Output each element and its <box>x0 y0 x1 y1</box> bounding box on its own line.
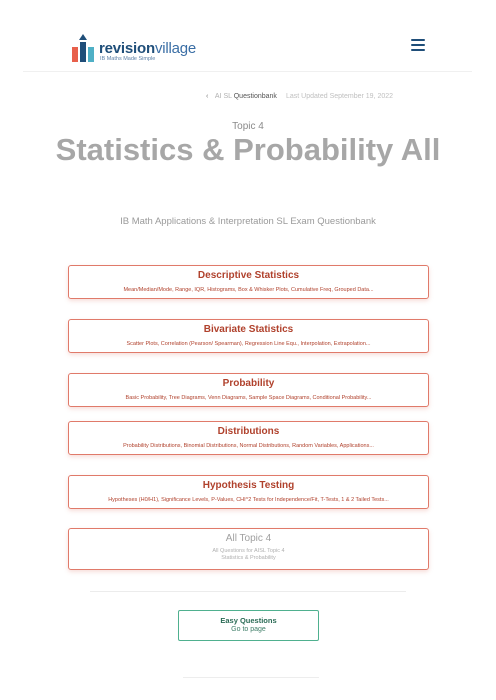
card-title: Probability <box>222 378 275 389</box>
card-bivariate-statistics[interactable] <box>68 319 429 353</box>
card-subtitle: Mean/Median/Mode, Range, IQR, Histograms, Box & Whisker Plots, Cumulative Freq, Grouped Data... <box>123 287 374 293</box>
topic-label: Topic 4 <box>232 121 264 132</box>
breadcrumb-current: Questionbank <box>233 93 277 100</box>
easy-questions-title: Easy Questions <box>220 616 277 625</box>
card-hypothesis-testing[interactable] <box>68 475 429 509</box>
hamburger-icon[interactable] <box>411 39 425 51</box>
card-subtitle: Scatter Plots, Correlation (Pearson/ Spearman), Regression Line Equ., Interpolation, Extrapolation... <box>126 341 371 347</box>
breadcrumb <box>206 93 394 103</box>
card-distributions[interactable] <box>68 421 429 455</box>
page-subtitle: IB Math Applications & Interpretation SL Exam Questionbank <box>120 216 376 227</box>
breadcrumb-course[interactable]: AI SL <box>214 93 232 100</box>
site-header <box>23 22 472 72</box>
chevron-left-icon[interactable]: ‹ <box>206 93 209 100</box>
logo-icon <box>71 34 95 64</box>
card-subtitle: All Questions for AISL Topic 4 Statistics & Probability <box>212 548 285 561</box>
last-updated: Last Updated September 19, 2022 <box>286 93 394 100</box>
bottom-divider <box>183 677 319 678</box>
card-title: All Topic 4 <box>225 533 272 544</box>
page-title: Statistics & Probability All <box>55 132 441 167</box>
logo-tagline: IB Maths Made Simple <box>100 56 156 62</box>
card-title: Bivariate Statistics <box>203 324 294 335</box>
site-logo[interactable] <box>71 34 197 64</box>
card-subtitle: Probability Distributions, Binomial Distributions, Normal Distributions, Random Variables, Applications... <box>123 443 374 449</box>
easy-questions-button[interactable] <box>178 610 319 641</box>
card-title: Distributions <box>217 426 280 437</box>
card-descriptive-statistics[interactable] <box>68 265 429 299</box>
card-all-topic-4[interactable] <box>68 528 429 570</box>
logo-wordmark: revisionvillage <box>99 40 197 57</box>
easy-questions-link: Go to page <box>231 626 266 633</box>
divider <box>90 591 406 592</box>
card-title: Descriptive Statistics <box>197 270 300 281</box>
card-subtitle: Basic Probability, Tree Diagrams, Venn Diagrams, Sample Space Diagrams, Conditional Probability... <box>125 395 372 401</box>
card-subtitle: Hypotheses (H0/H1), Significance Levels, P-Values, CHI^2 Tests for Independence/Fit, T-Tests, 1 & 2 Tailed Tests... <box>108 497 389 503</box>
card-probability[interactable] <box>68 373 429 407</box>
card-title: Hypothesis Testing <box>202 480 295 491</box>
